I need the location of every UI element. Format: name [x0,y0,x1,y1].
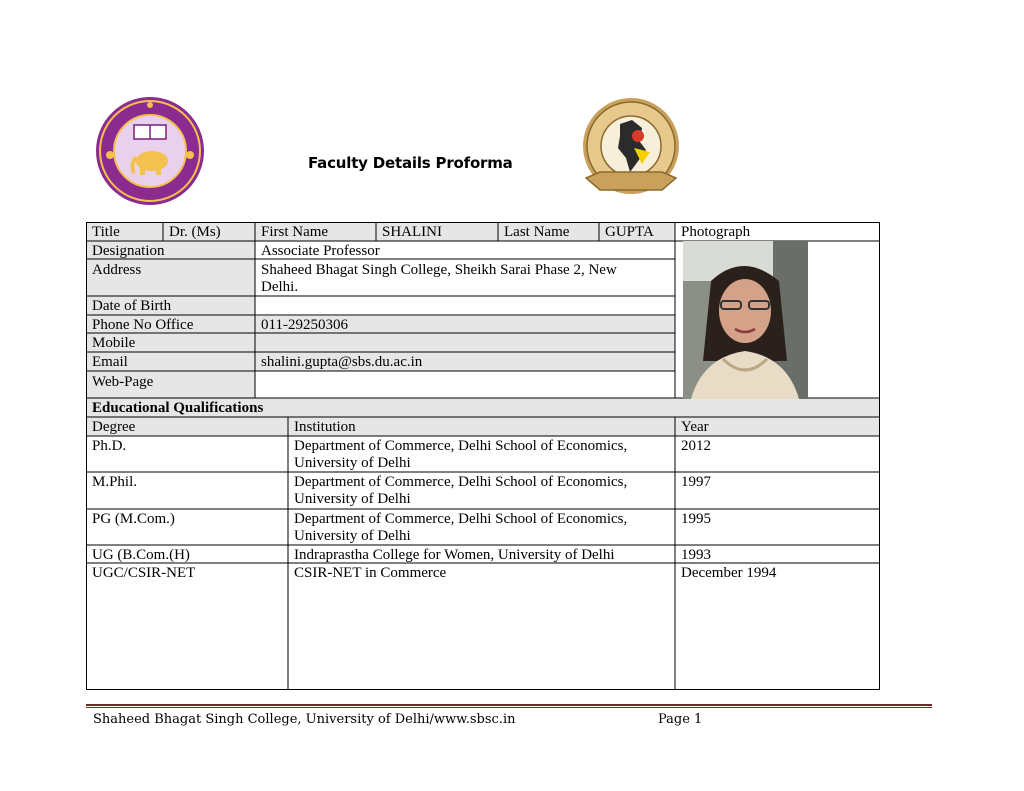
table-row-institution-line2: University of Delhi [294,491,411,507]
table-row-year: 1993 [681,547,711,563]
designation-value: Associate Professor [261,243,380,259]
table-row-year: 1997 [681,474,711,490]
phone-office-label: Phone No Office [92,317,194,333]
table-row-degree: UG (B.Com.(H) [92,547,190,563]
table-row-institution: CSIR-NET in Commerce [294,565,447,581]
table-row-year: 1995 [681,511,711,527]
table-row-year: December 1994 [681,565,777,581]
table-row-degree: Ph.D. [92,438,127,454]
table-row-institution: Department of Commerce, Delhi School of Economics, [294,474,628,490]
title-label: Title [92,224,120,240]
address-line-1: Shaheed Bhagat Singh College, Sheikh Sarai Phase 2, New [261,262,617,278]
mobile-value [255,334,675,336]
page-number: Page 1 [658,712,703,727]
first-name-value: SHALINI [382,224,442,240]
designation-label: Designation [92,243,165,259]
last-name-label: Last Name [504,224,570,240]
education-section-label: Educational Qualifications [92,400,264,416]
table-row-institution: Department of Commerce, Delhi School of Economics, [294,438,628,454]
faculty-photograph [683,241,808,399]
table-row-institution: Indraprastha College for Women, University of Delhi [294,547,615,563]
title-value: Dr. (Ms) [169,224,221,240]
table-row-degree: UGC/CSIR-NET [92,565,196,581]
table-row-institution: Department of Commerce, Delhi School of Economics, [294,511,628,527]
photograph-label: Photograph [681,224,751,240]
shaheed-bhagat-singh-college-emblem-icon [580,94,682,206]
table-row-year: 2012 [681,438,711,454]
email-label: Email [92,354,128,370]
address-label: Address [92,262,142,278]
table-row-degree: M.Phil. [92,474,138,490]
table-row-degree: PG (M.Com.) [92,511,175,527]
phone-office-value: 011-29250306 [261,317,348,333]
university-of-delhi-seal-icon [94,95,206,207]
dob-label: Date of Birth [92,298,172,314]
table-row-institution-line2: University of Delhi [294,528,411,544]
institution-header: Institution [294,419,356,435]
table-row-institution-line2: University of Delhi [294,455,411,471]
last-name-value: GUPTA [605,224,654,240]
degree-header: Degree [92,419,136,435]
page-title: Faculty Details Proforma [308,154,513,172]
footer-college-info: Shaheed Bhagat Singh College, University of Delhi/www.sbsc.in [93,712,516,727]
web-page-label: Web-Page [92,374,154,390]
year-header: Year [681,419,709,435]
mobile-label: Mobile [92,335,136,351]
address-line-2: Delhi. [261,279,299,295]
dob-value [255,297,675,299]
web-page-value [255,373,675,375]
email-value: shalini.gupta@sbs.du.ac.in [261,354,423,370]
first-name-label: First Name [261,224,329,240]
